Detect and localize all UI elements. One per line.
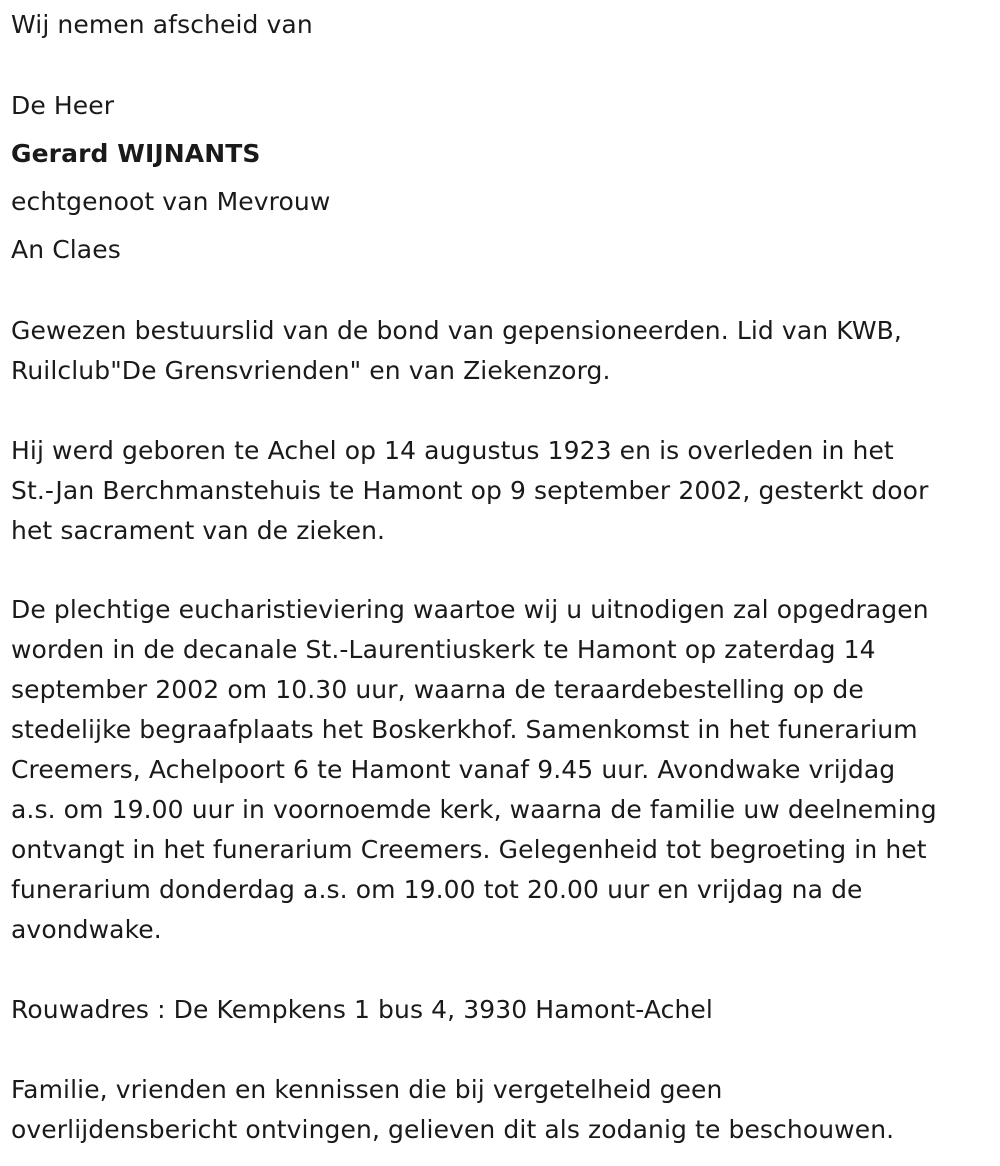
- closing-line: Familie, vrienden en kennissen die bij vergetelheid geen: [11, 1075, 723, 1104]
- ceremony-line: worden in de decanale St.-Laurentiuskerk te Hamont op zaterdag 14: [11, 635, 876, 664]
- deceased-name: Gerard WIJNANTS: [11, 139, 261, 168]
- birth-death-line: Hij werd geboren te Achel op 14 augustus 1923 en is overleden in het: [11, 436, 894, 465]
- ceremony-line: a.s. om 19.00 uur in voornoemde kerk, waarna de familie uw deelneming: [11, 795, 937, 824]
- honorific: De Heer: [11, 91, 115, 120]
- spouse-name: An Claes: [11, 235, 121, 264]
- ceremony-line: Creemers, Achelpoort 6 te Hamont vanaf 9.45 uur. Avondwake vrijdag: [11, 755, 896, 784]
- ceremony-line: avondwake.: [11, 915, 162, 944]
- membership-line: Ruilclub"De Grensvrienden" en van Ziekenzorg.: [11, 356, 611, 385]
- birth-death-line: St.-Jan Berchmanstehuis te Hamont op 9 september 2002, gesterkt door: [11, 476, 929, 505]
- membership-line: Gewezen bestuurslid van de bond van gepensioneerden. Lid van KWB,: [11, 316, 902, 345]
- closing-line: overlijdensbericht ontvingen, gelieven dit als zodanig te beschouwen.: [11, 1115, 895, 1144]
- mourning-address: Rouwadres : De Kempkens 1 bus 4, 3930 Hamont-Achel: [11, 995, 713, 1024]
- ceremony-line: De plechtige eucharistieviering waartoe wij u uitnodigen zal opgedragen: [11, 595, 929, 624]
- ceremony-line: september 2002 om 10.30 uur, waarna de teraardebestelling op de: [11, 675, 864, 704]
- ceremony-line: funerarium donderdag a.s. om 19.00 tot 20.00 uur en vrijdag na de: [11, 875, 863, 904]
- relation-text: echtgenoot van Mevrouw: [11, 187, 331, 216]
- ceremony-line: ontvangt in het funerarium Creemers. Gelegenheid tot begroeting in het: [11, 835, 927, 864]
- ceremony-line: stedelijke begraafplaats het Boskerkhof. Samenkomst in het funerarium: [11, 715, 918, 744]
- intro-text: Wij nemen afscheid van: [11, 10, 313, 39]
- birth-death-line: het sacrament van de zieken.: [11, 516, 386, 545]
